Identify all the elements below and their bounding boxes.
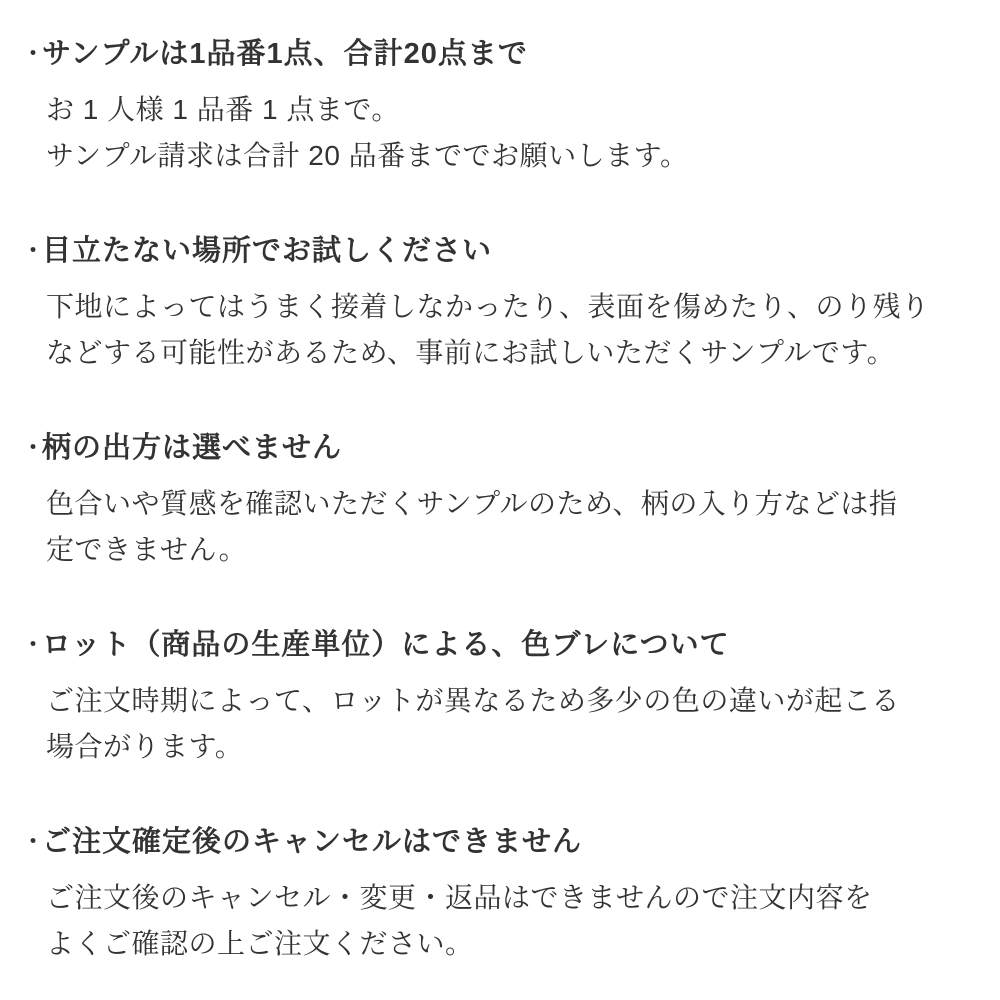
note-item [22,625,970,770]
bullet-icon: ・ [22,632,46,657]
note-item [22,34,970,179]
note-line: ご注文時期によって、ロットが異なるため多少の色の違いが起こる [46,685,900,716]
note-line: よくご確認の上ご注文ください。 [46,928,474,959]
note-body [46,481,970,573]
note-heading-text: 目立たない場所でお試しください [42,235,493,267]
note-item [22,428,970,573]
note-line: 場合がります。 [46,731,244,762]
note-item [22,822,970,967]
bullet-icon: ・ [22,238,46,263]
note-line: ご注文後のキャンセル・変更・返品はできませんので注文内容を [46,882,873,913]
note-line: お 1 人様 1 品番 1 点まで。 [46,94,400,125]
note-heading-text: ご注文確定後のキャンセルはできません [42,826,583,858]
note-body [46,875,970,967]
note-line: 定できません。 [46,534,248,565]
bullet-icon: ・ [22,829,46,854]
note-heading-text: 柄の出方は選べません [42,432,343,464]
note-heading-text: サンプルは1品番1点、合計20点まで [42,38,528,70]
note-heading-row [22,34,970,74]
note-body [46,284,970,376]
note-item [22,231,970,376]
note-body [46,87,970,179]
bullet-icon: ・ [22,435,46,460]
note-heading-row [22,428,970,468]
note-heading-row [22,822,970,862]
note-body [46,678,970,770]
bullet-icon: ・ [22,41,46,66]
note-line: 色合いや質感を確認いただくサンプルのため、柄の入り方などは指 [46,488,898,519]
note-line: 下地によってはうまく接着しなかったり、表面を傷めたり、のり残り [46,291,930,322]
note-line: サンプル請求は合計 20 品番まででお願いします。 [46,140,689,171]
note-heading-text: ロット（商品の生産単位）による、色ブレについて [42,629,730,661]
note-line: などする可能性があるため、事前にお試しいただくサンプルです。 [46,337,896,368]
note-heading-row [22,625,970,665]
note-heading-row [22,231,970,271]
